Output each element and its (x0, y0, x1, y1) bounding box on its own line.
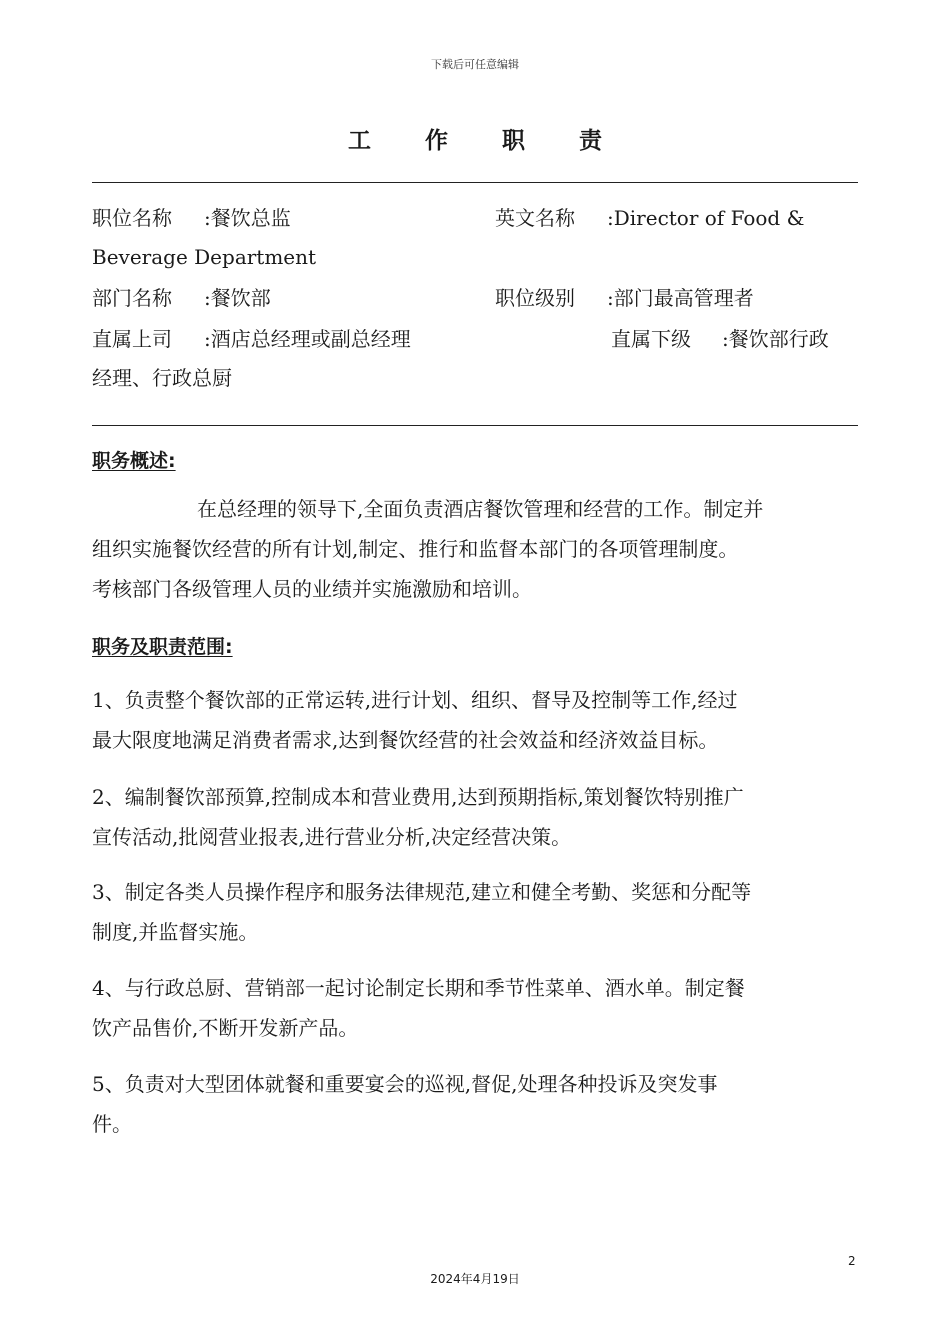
title-char: 工 (348, 128, 371, 154)
subordinate-value: :餐饮部行政 (722, 327, 829, 351)
title-char: 职 (502, 128, 525, 154)
scope-item-line: 3、制定各类人员操作程序和服务法律规范,建立和健全考勤、奖惩和分配等 (92, 880, 752, 904)
header-note: 下载后可任意编辑 (431, 58, 519, 71)
overview-heading: 职务概述: (92, 450, 176, 472)
overview-line: 在总经理的领导下,全面负责酒店餐饮管理和经营的工作。制定并 (197, 497, 764, 521)
scope-item-line: 5、负责对大型团体就餐和重要宴会的巡视,督促,处理各种投诉及突发事 (92, 1072, 718, 1096)
document-title (0, 122, 950, 155)
scope-item-line: 2、编制餐饮部预算,控制成本和营业费用,达到预期指标,策划餐饮特别推广 (92, 785, 744, 809)
scope-item-2 (92, 777, 858, 857)
department-label: 部门名称 (92, 286, 172, 310)
title-char: 责 (579, 128, 602, 154)
scope-item-line: 制度,并监督实施。 (92, 920, 259, 944)
position-name-value: :餐饮总监 (204, 206, 291, 230)
overview-line: 组织实施餐饮经营的所有计划,制定、推行和监督本部门的各项管理制度。 (92, 537, 739, 561)
subordinate-value-cont: 经理、行政总厨 (92, 366, 232, 390)
english-name-label: 英文名称 (495, 206, 575, 230)
superior-value: :酒店总经理或副总经理 (204, 327, 411, 351)
overview-line: 考核部门各级管理人员的业绩并实施激励和培训。 (92, 577, 532, 601)
scope-item-1 (92, 680, 858, 760)
level-value: :部门最高管理者 (607, 286, 754, 310)
position-name-label: 职位名称 (92, 206, 172, 230)
english-name-value: :Director of Food & (607, 206, 805, 230)
scope-item-line: 最大限度地满足消费者需求,达到餐饮经营的社会效益和经济效益目标。 (92, 728, 719, 752)
scope-item-line: 饮产品售价,不断开发新产品。 (92, 1016, 359, 1040)
top-divider (92, 182, 858, 183)
level-label: 职位级别 (495, 286, 575, 310)
scope-item-4 (92, 968, 858, 1048)
english-name-value-cont: Beverage Department (92, 245, 317, 269)
footer-date: 2024年4月19日 (430, 1272, 520, 1286)
department-value: :餐饮部 (204, 286, 271, 310)
info-divider (92, 425, 858, 426)
superior-label: 直属上司 (92, 327, 172, 351)
scope-item-3 (92, 872, 858, 952)
overview-paragraph (92, 489, 858, 609)
scope-item-line: 宣传活动,批阅营业报表,进行营业分析,决定经营决策。 (92, 825, 572, 849)
scope-item-line: 1、负责整个餐饮部的正常运转,进行计划、组织、督导及控制等工作,经过 (92, 688, 738, 712)
scope-heading: 职务及职责范围: (92, 636, 233, 658)
page-number: 2 (848, 1254, 856, 1268)
subordinate-label: 直属下级 (611, 327, 691, 351)
scope-item-5 (92, 1064, 858, 1144)
scope-item-line: 件。 (92, 1112, 132, 1136)
title-char: 作 (425, 128, 448, 154)
scope-item-line: 4、与行政总厨、营销部一起讨论制定长期和季节性菜单、酒水单。制定餐 (92, 976, 745, 1000)
